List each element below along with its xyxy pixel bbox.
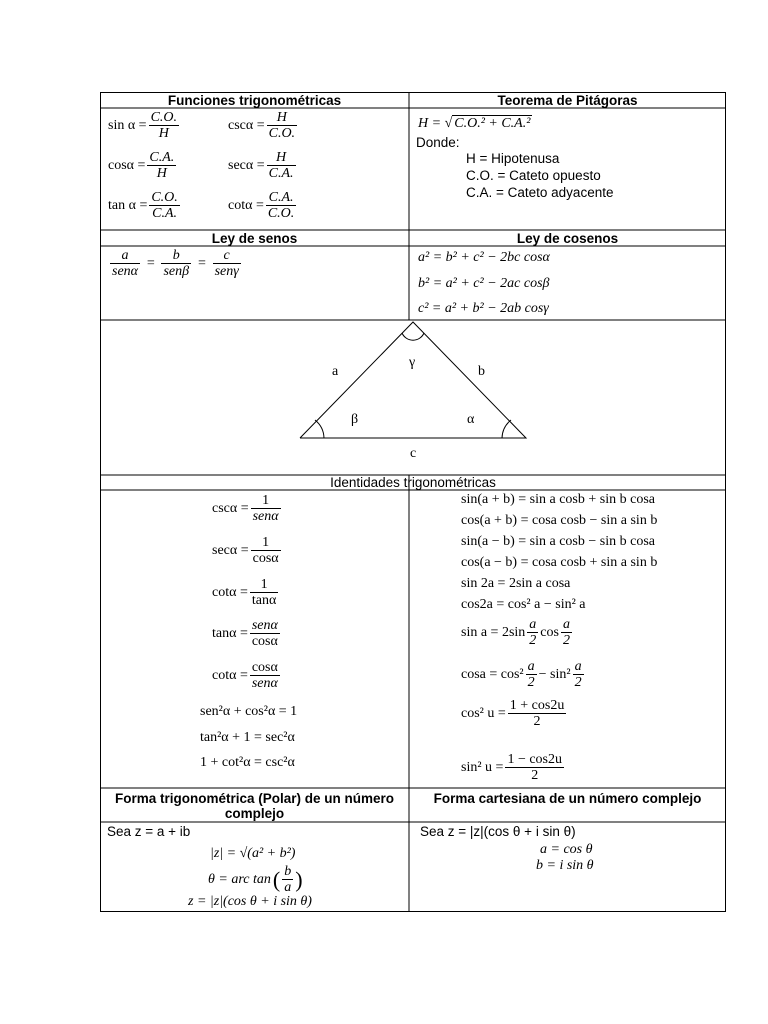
angle-gamma-arc [402, 333, 424, 340]
cartesiana-sea: Sea z = |z|(cos θ + i sin θ) [420, 824, 576, 839]
triangle-side-b: b [478, 364, 485, 379]
cartesiana-a: a = cos θ [540, 842, 593, 857]
angle-beta-arc [315, 420, 324, 438]
pitagoras-formula: H = √ C.O.² + C.A.² [418, 116, 531, 131]
polar-form: z = |z|(cos θ + i sin θ) [188, 894, 312, 909]
identity-cos-squared: cos² u = $\frac{1 + \cos 2u}{2}$ [461, 698, 565, 729]
identity-sec: secα = $\frac{1}{\cos\alpha}$ [212, 535, 279, 566]
ley-cosenos-a: a² = b² + c² − 2bc cosα [418, 250, 550, 265]
header-funciones: Funciones trigonométricas [167, 93, 342, 108]
identity-cos-sum: cos(a + b) = cosa cosb − sin a sin b [461, 513, 658, 528]
pitagoras-def-co: C.O. = Cateto opuesto [466, 168, 601, 183]
ley-senos-formula: $\frac{a}{\text{senα}}$ = $\frac{b}{\text{senβ}}$ = $\frac{c}{\text{senγ}}$ [112, 248, 239, 279]
identity-cos-double: cos2a = cos² a − sin² a [461, 597, 586, 612]
triangle-side-c: c [410, 446, 417, 461]
header-forma-cartesiana: Forma cartesiana de un número complejo [433, 791, 702, 806]
header-ley-senos: Ley de senos [211, 231, 298, 246]
formula-sec: secα = $\frac{H}{C.A.}$ [228, 150, 294, 181]
identity-csc: cscα = $\frac{1}{\text{senα}}$ [212, 493, 279, 524]
polar-sea: Sea z = a + ib [107, 824, 191, 839]
triangle-angle-alpha: α [467, 412, 475, 427]
formula-sin: sin α = $\frac{C.O.}{H}$ [108, 110, 178, 141]
cartesiana-b: b = i sin θ [536, 858, 594, 873]
formula-csc: cscα = $\frac{H}{C.O.}$ [228, 110, 296, 141]
polar-argument: θ = arc tan ( $\frac{b}{a}$ ) [208, 864, 303, 895]
identity-cos-diff: cos(a − b) = cosa cosb + sin a sin b [461, 555, 658, 570]
header-ley-cosenos: Ley de cosenos [516, 231, 619, 246]
header-pitagoras: Teorema de Pitágoras [497, 93, 638, 108]
ley-cosenos-c: c² = a² + b² − 2ab cosγ [418, 301, 549, 316]
triangle-diagram [300, 322, 526, 438]
pitagoras-def-ca: C.A. = Cateto adyacente [466, 185, 614, 200]
identity-cot-cos: cotα = $\frac{\cos\alpha}{\text{senα}}$ [212, 660, 278, 691]
identity-sin-sum: sin(a + b) = sin a cosb + sin b cosa [461, 492, 655, 507]
identity-tan: tanα = $\frac{\text{senα}}{\cos\alpha}$ [212, 618, 278, 649]
identity-pythagorean-1: sen²α + cos²α = 1 [200, 704, 298, 719]
triangle-side-a: a [332, 364, 339, 379]
formula-cos: cosα = $\frac{C.A.}{H}$ [108, 150, 175, 181]
header-forma-polar: Forma trigonométrica (Polar) de un número complejo [114, 791, 395, 821]
header-identidades: Identidades trigonométricas [330, 475, 496, 490]
formula-cot: cotα = $\frac{C.A.}{C.O.}$ [228, 190, 295, 221]
identity-sin-squared: sin² u = $\frac{1 - \cos 2u}{2}$ [461, 752, 562, 783]
angle-alpha-arc [502, 420, 511, 438]
identity-sin-double: sin 2a = 2sin a cosa [461, 576, 571, 591]
identity-pythagorean-2: tan²α + 1 = sec²α [200, 730, 295, 745]
identity-cot-tan: cotα = $\frac{1}{\tan\alpha}$ [212, 577, 277, 608]
triangle-angle-beta: β [351, 412, 359, 427]
identity-sin-diff: sin(a − b) = sin a cosb − sin b cosa [461, 534, 655, 549]
ley-cosenos-b: b² = a² + c² − 2ac cosβ [418, 276, 550, 291]
triangle-angle-gamma: γ [409, 355, 416, 370]
formula-tan: tan α = $\frac{C.O.}{C.A.}$ [108, 190, 178, 221]
formula-sheet [100, 92, 726, 912]
polar-modulus: |z| = √(a² + b²) [210, 846, 296, 861]
identity-pythagorean-3: 1 + cot²α = csc²α [200, 755, 295, 770]
identity-cos-half: cosa = cos² $\frac{a}{2}$ − sin² $\frac{a}{2}$ [461, 659, 582, 690]
pitagoras-donde: Donde: [416, 135, 460, 150]
identity-sin-half: sin a = 2sin $\frac{a}{2}$ cos $\frac{a}{2}$ [461, 617, 570, 648]
pitagoras-def-h: H = Hipotenusa [466, 151, 560, 166]
